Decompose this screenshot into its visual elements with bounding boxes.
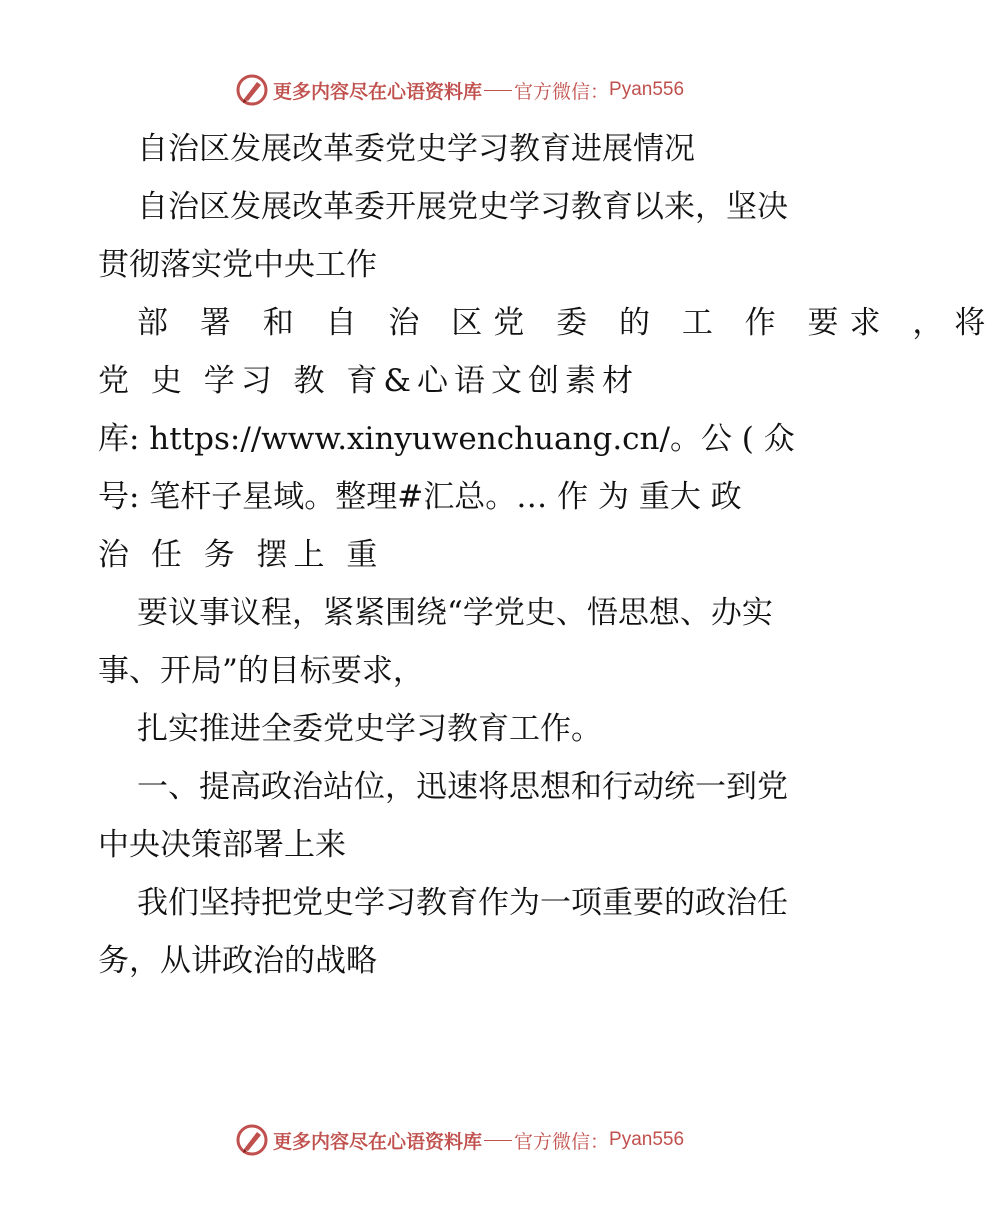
document-title: 自治区发展改革委党史学习教育进展情况 [137,131,695,167]
wechat-label: 官方微信： [514,1130,610,1153]
brand-text: 更多内容尽在心语资料库 [273,1130,483,1153]
document-body [98,120,996,990]
footer-banner [235,1122,755,1158]
paragraph-line: 号: 笔杆子星域。整理#汇总。… 作 为 重大 政 [98,479,742,515]
header-banner [235,72,755,108]
paragraph-line: 要议事议程，紧紧围绕“学党史、悟思想、办实 [137,595,773,631]
paragraph-line: 贯彻落实党中央工作 [98,247,377,283]
paragraph-line: 扎实推进全委党史学习教育工作。 [137,711,602,747]
paragraph-line: 自治区发展改革委开展党史学习教育以来，坚决 [137,189,788,225]
pen-logo-icon [235,73,269,107]
paragraph-line: 部 署 和 自 治 区党 委 的 工 作 要求 ，将 [137,305,996,341]
wechat-id: Pyan556 [609,79,685,100]
section-heading: 一、提高政治站位，迅速将思想和行动统一到党 [137,769,788,805]
paragraph-line: 库: https://www.xinyuwenchuang.cn/。公 ( 众 [98,421,795,457]
paragraph-line: 治 任 务 摆上 重 [98,537,384,573]
wechat-id: Pyan556 [609,1129,685,1150]
paragraph-line: 我们坚持把党史学习教育作为一项重要的政治任 [137,885,788,921]
brand-text: 更多内容尽在心语资料库 [273,80,483,103]
paragraph-line: 党 史 学习 教 育&心语文创素材 [98,363,640,399]
paragraph-line: 事、开局”的目标要求， [98,653,424,689]
section-heading-cont: 中央决策部署上来 [98,827,346,863]
separator-dash [484,90,512,91]
separator-dash [484,1140,512,1141]
paragraph-line: 务，从讲政治的战略 [98,943,377,979]
pen-logo-icon [235,1123,269,1157]
wechat-label: 官方微信： [514,80,610,103]
